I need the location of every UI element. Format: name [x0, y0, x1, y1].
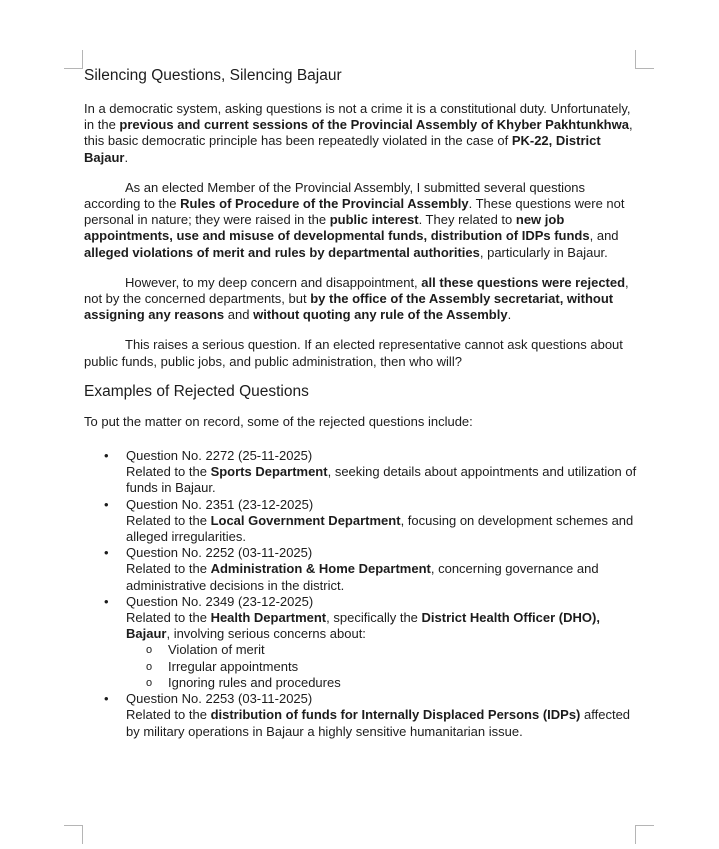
- text-run: , particularly in Bajaur.: [479, 244, 608, 260]
- sub-list-item: [126, 659, 644, 675]
- question-number: Question No. 2349 (23-12-2025): [126, 593, 314, 609]
- bold-run: without quoting any rule of the Assembly: [253, 307, 508, 323]
- bullet-icon: •: [104, 448, 109, 464]
- concern-text: Irregular appointments: [168, 658, 299, 674]
- text-run: Related to the: [126, 707, 211, 723]
- text-run: , seeking details about appointments and utilization of funds in Bajaur.: [126, 464, 637, 496]
- list-item: [84, 448, 644, 497]
- sub-bullet-icon: o: [146, 676, 153, 689]
- paragraph-list-intro: To put the matter on record, some of the rejected questions include:: [84, 413, 473, 429]
- bold-run: Administration & Home Department: [210, 561, 431, 577]
- text-run: .: [124, 149, 129, 165]
- question-number: Question No. 2351 (23-12-2025): [126, 496, 314, 512]
- bold-run: all these questions were rejected: [421, 274, 626, 290]
- bullet-icon: •: [104, 545, 109, 561]
- text-run: , not by the concerned departments, but: [84, 274, 629, 307]
- corner-crop-mark-top-left: [64, 50, 83, 69]
- question-number: Question No. 2253 (03-11-2025): [126, 691, 313, 707]
- bold-run: new job appointments, use and misuse of developmental funds, distribution of IDPs funds: [84, 212, 590, 244]
- text-run: Related to the: [126, 561, 211, 577]
- corner-crop-mark-bottom-right: [635, 825, 654, 844]
- bullet-icon: •: [104, 496, 109, 512]
- text-run: , specifically the: [326, 610, 422, 626]
- question-description: [126, 561, 644, 593]
- section-heading-examples: Examples of Rejected Questions: [84, 382, 309, 400]
- bold-run: Health Department: [210, 610, 327, 626]
- text-run: and: [224, 307, 254, 323]
- rejected-questions-list: [84, 448, 644, 740]
- text-run: , involving serious concerns about:: [166, 626, 366, 642]
- corner-crop-mark-bottom-left: [64, 825, 83, 844]
- paragraph-questions-rejected: [84, 275, 644, 324]
- bold-run: PK-22, District Bajaur: [84, 133, 601, 165]
- list-item: [84, 594, 644, 691]
- text-run: Related to the: [126, 464, 211, 480]
- text-run: affected by military operations in Bajaur a highly sensitive humanitarian issue.: [126, 707, 631, 739]
- question-number: Question No. 2272 (25-11-2025): [126, 448, 313, 464]
- text-run: , concerning governance and administrative decisions in the district.: [126, 561, 599, 593]
- text-run: . These questions were not personal in nature; they were raised in the: [84, 196, 625, 228]
- question-description: [126, 464, 644, 496]
- paragraph-questions-submitted: [84, 180, 644, 261]
- bold-run: Local Government Department: [210, 512, 401, 528]
- bold-run: District Health Officer (DHO), Bajaur: [126, 610, 600, 642]
- bold-run: public interest: [329, 212, 419, 228]
- bold-run: Rules of Procedure of the Provincial Assembly: [180, 196, 469, 212]
- text-run: Related to the: [126, 512, 211, 528]
- concern-text: Violation of merit: [168, 642, 265, 658]
- text-run: Related to the: [126, 610, 211, 626]
- bold-run: previous and current sessions of the Provincial Assembly of Khyber Pakhtunkhwa: [119, 117, 629, 133]
- text-run: , this basic democratic principle has been repeatedly violated in the case of: [84, 117, 633, 149]
- sub-list-item: [126, 642, 644, 658]
- text-run: As an elected Member of the Provincial Assembly, I submitted several questions according to the: [84, 179, 586, 212]
- bold-run: alleged violations of merit and rules by departmental authorities: [84, 244, 480, 260]
- question-number: Question No. 2252 (03-11-2025): [126, 545, 313, 561]
- text-run: In a democratic system, asking questions is not a crime it is a constitutional duty. Unfortunately, in the: [84, 101, 631, 133]
- bold-run: distribution of funds for Internally Displaced Persons (IDPs): [210, 707, 581, 723]
- list-item: [84, 497, 644, 546]
- question-description: [126, 513, 644, 545]
- concern-text: Ignoring rules and procedures: [168, 674, 341, 690]
- text-run: . They related to: [418, 212, 516, 228]
- bullet-icon: •: [104, 691, 109, 707]
- text-run: .: [507, 307, 512, 323]
- concerns-sublist: [126, 642, 644, 691]
- paragraph-serious-question: This raises a serious question. If an elected representative cannot ask questions about public funds, public jobs, and public administration, then who will?: [84, 337, 623, 369]
- sub-list-item: [126, 675, 644, 691]
- text-run: However, to my deep concern and disappointment,: [125, 274, 422, 290]
- document-body: [84, 66, 644, 740]
- bold-run: by the office of the Assembly secretariat, without assigning any reasons: [84, 291, 614, 323]
- list-item: [84, 545, 644, 594]
- bullet-icon: •: [104, 593, 109, 609]
- paragraph-intro: [84, 101, 644, 166]
- text-run: , focusing on development schemes and alleged irregularities.: [126, 512, 634, 545]
- document-title: Silencing Questions, Silencing Bajaur: [84, 67, 342, 84]
- question-description: [126, 610, 644, 642]
- question-description: [126, 707, 644, 739]
- text-run: , and: [589, 228, 619, 244]
- sub-bullet-icon: o: [146, 644, 153, 657]
- sub-bullet-icon: o: [146, 660, 153, 673]
- list-item: [84, 691, 644, 740]
- bold-run: Sports Department: [210, 464, 328, 480]
